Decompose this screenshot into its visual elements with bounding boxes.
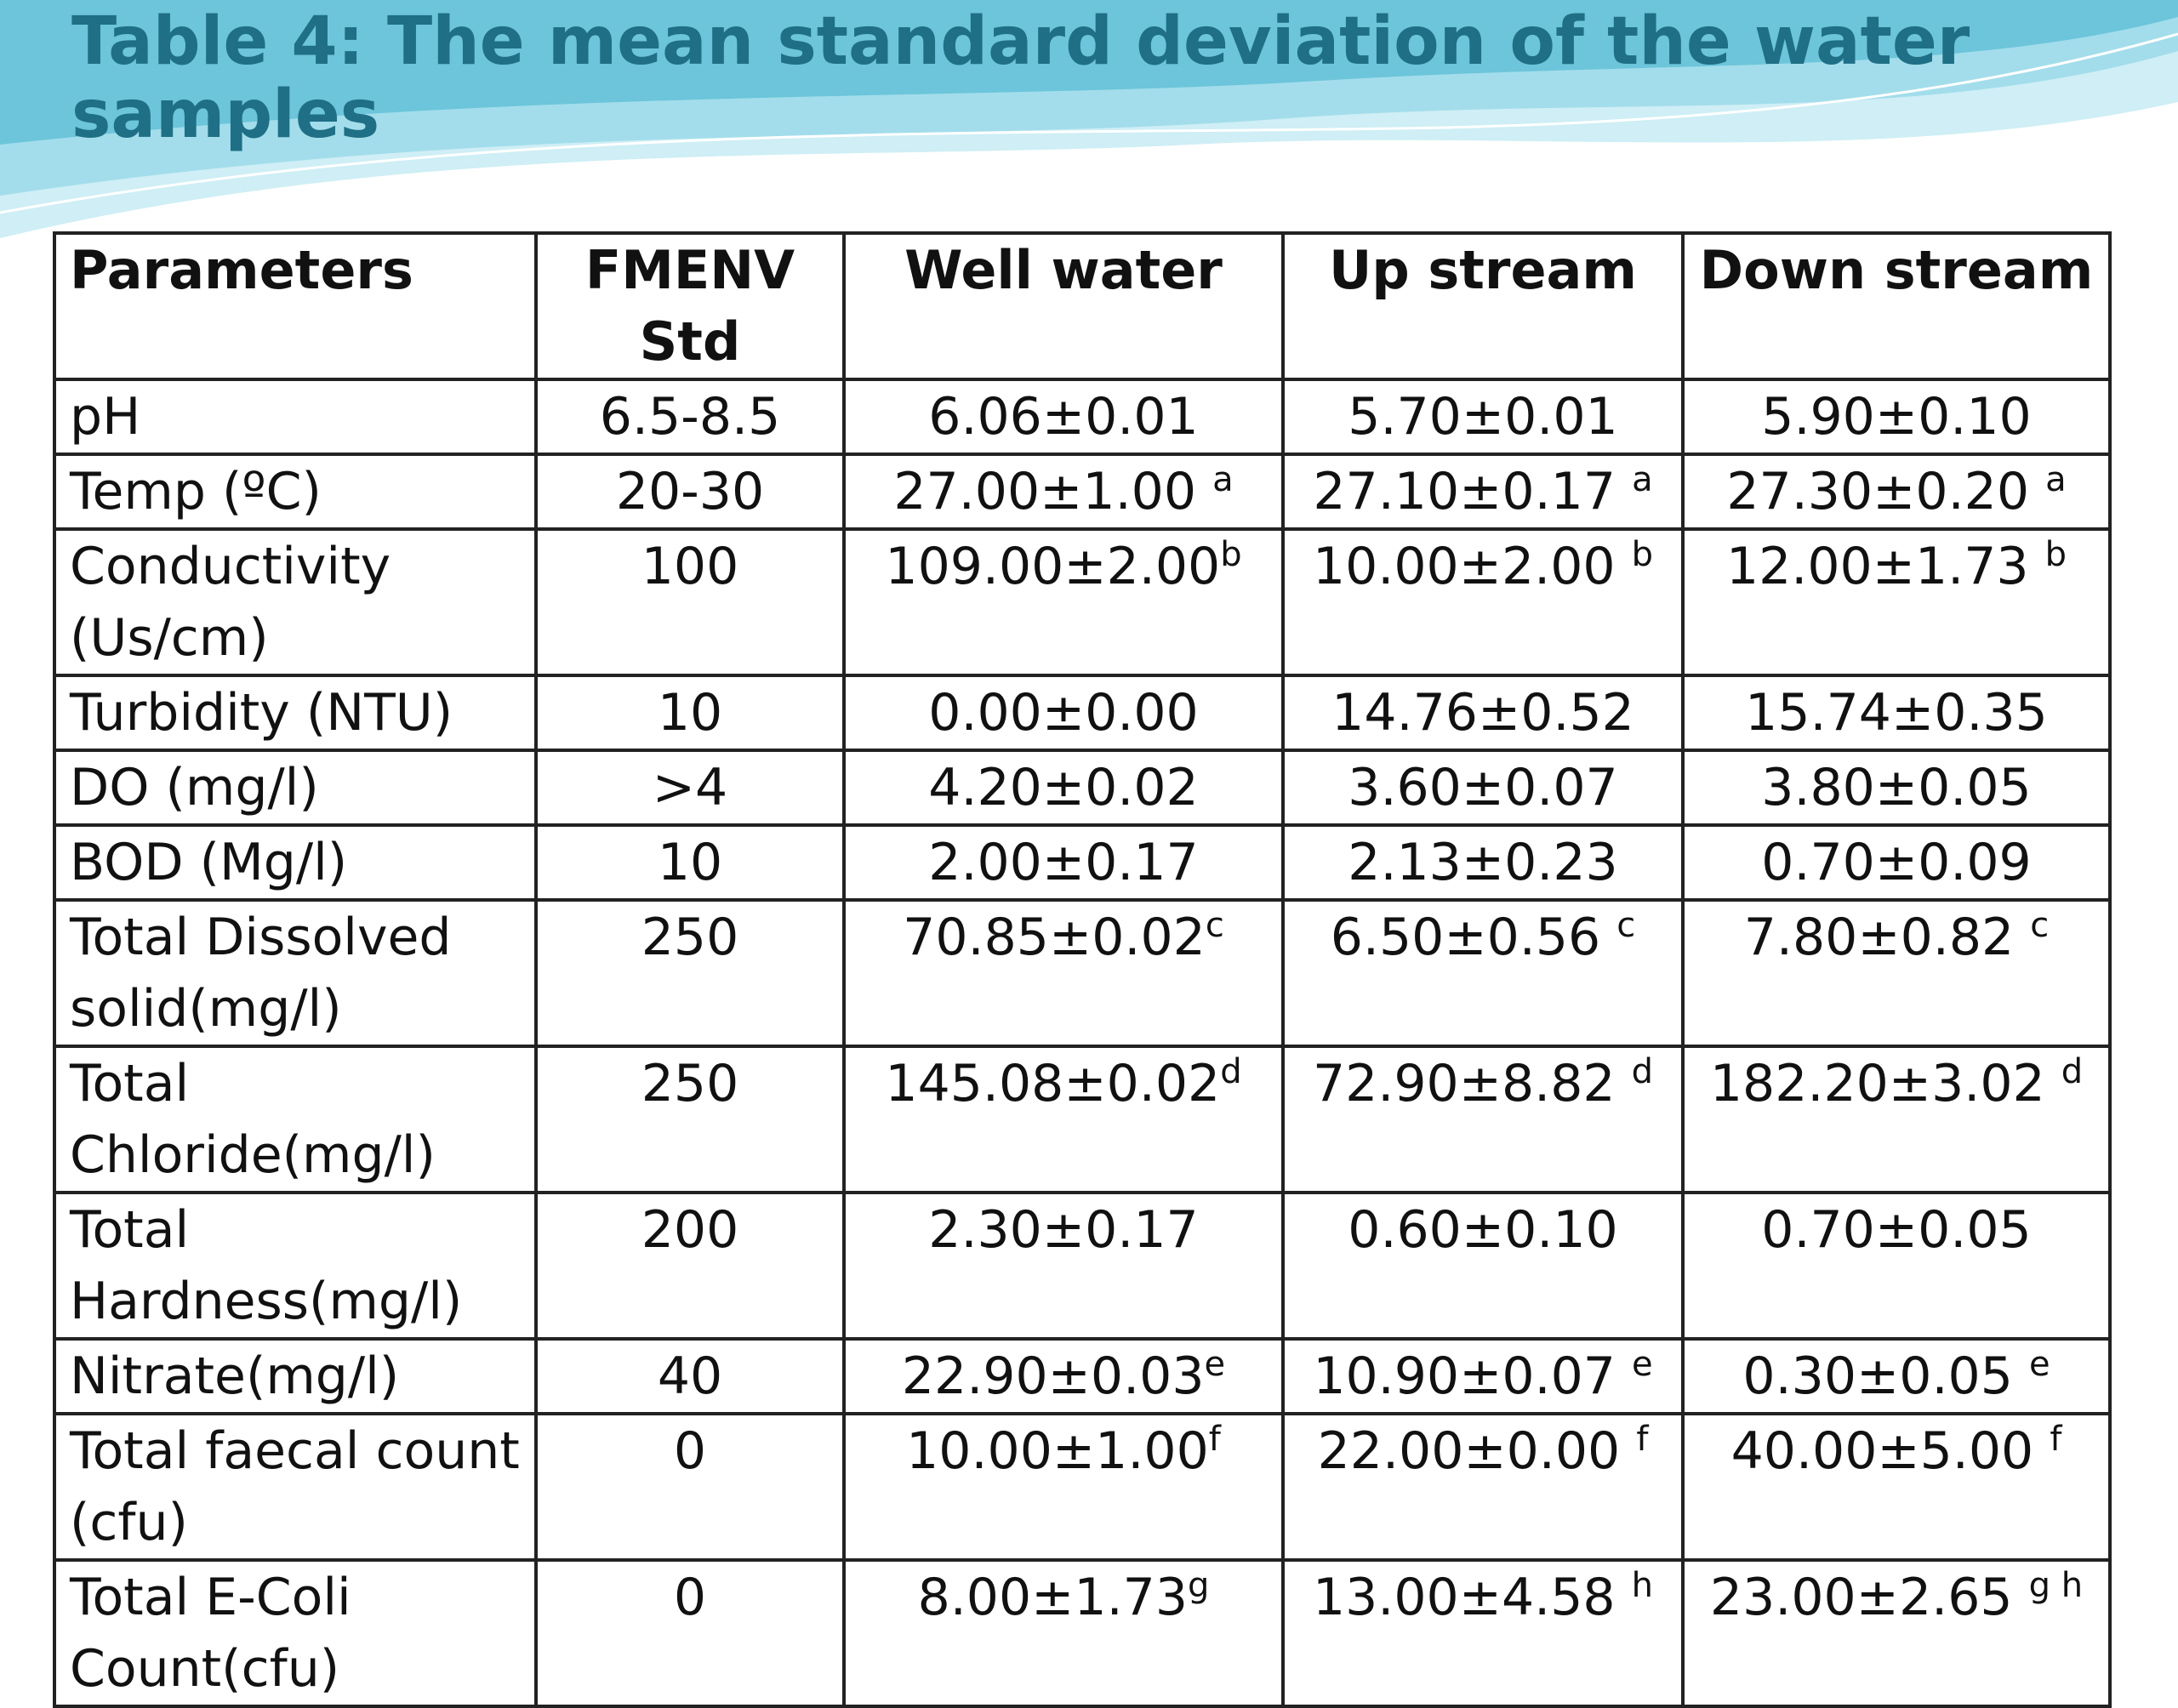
cell-parameter — [54, 825, 536, 900]
cell-well-water — [844, 825, 1283, 900]
cell-down-stream-value: 7.80±0.82 — [1743, 908, 2031, 967]
cell-up-stream — [1283, 1560, 1683, 1706]
cell-well-water-value: 70.85±0.02 — [903, 908, 1206, 967]
cell-parameter-value: BOD (Mg/l) — [70, 833, 348, 892]
cell-down-stream — [1683, 1339, 2110, 1414]
cell-fmenv-std-value: 250 — [641, 908, 739, 967]
table-row — [54, 1193, 2110, 1339]
cell-parameter-value: DO (mg/l) — [70, 758, 319, 817]
cell-parameter — [54, 1046, 536, 1193]
cell-fmenv-std-value: 0 — [673, 1421, 707, 1481]
cell-well-water — [844, 454, 1283, 529]
cell-well-water-superscript: d — [1220, 1052, 1242, 1091]
cell-fmenv-std-value: 6.5-8.5 — [599, 387, 781, 447]
cell-up-stream-superscript: a — [1632, 460, 1653, 499]
cell-fmenv-std-value: 200 — [641, 1200, 739, 1260]
cell-parameter — [54, 675, 536, 750]
cell-well-water-value: 22.90±0.03 — [901, 1346, 1205, 1406]
cell-parameter-value: Total Hardness(mg/l) — [70, 1200, 463, 1331]
cell-down-stream-value: 3.80±0.05 — [1761, 758, 2032, 817]
table-row — [54, 675, 2110, 750]
table-header-row — [54, 233, 2110, 379]
cell-fmenv-std — [536, 900, 844, 1046]
cell-down-stream — [1683, 454, 2110, 529]
cell-down-stream-value: 182.20±3.02 — [1709, 1054, 2061, 1113]
cell-fmenv-std — [536, 454, 844, 529]
cell-down-stream-value: 0.30±0.05 — [1742, 1346, 2029, 1406]
cell-parameter — [54, 1193, 536, 1339]
table-row — [54, 825, 2110, 900]
cell-fmenv-std — [536, 529, 844, 675]
cell-well-water-value: 6.06±0.01 — [928, 387, 1199, 447]
cell-parameter — [54, 379, 536, 454]
cell-parameter-value: Total faecal count (cfu) — [70, 1421, 520, 1552]
table-row — [54, 900, 2110, 1046]
cell-fmenv-std — [536, 750, 844, 825]
cell-up-stream-value: 3.60±0.07 — [1348, 758, 1618, 817]
cell-well-water — [844, 1560, 1283, 1706]
cell-down-stream-superscript: f — [2050, 1420, 2062, 1459]
cell-well-water — [844, 675, 1283, 750]
cell-parameter-value: Total Dissolved solid(mg/l) — [70, 908, 452, 1039]
cell-up-stream-superscript: d — [1631, 1052, 1654, 1091]
table-row — [54, 379, 2110, 454]
cell-down-stream-superscript: b — [2044, 535, 2067, 574]
cell-up-stream — [1283, 1193, 1683, 1339]
cell-down-stream — [1683, 1560, 2110, 1706]
cell-parameter — [54, 529, 536, 675]
cell-up-stream — [1283, 675, 1683, 750]
cell-down-stream — [1683, 529, 2110, 675]
cell-down-stream — [1683, 900, 2110, 1046]
cell-up-stream-value: 22.00±0.00 — [1317, 1421, 1637, 1481]
cell-parameter-value: Turbidity (NTU) — [70, 683, 453, 743]
cell-down-stream-superscript: e — [2028, 1345, 2050, 1384]
cell-fmenv-std — [536, 1414, 844, 1560]
cell-down-stream-superscript: a — [2045, 460, 2067, 499]
cell-up-stream-superscript: h — [1631, 1566, 1654, 1605]
cell-down-stream — [1683, 750, 2110, 825]
cell-up-stream — [1283, 379, 1683, 454]
cell-fmenv-std — [536, 825, 844, 900]
cell-fmenv-std — [536, 1560, 844, 1706]
cell-well-water — [844, 1046, 1283, 1193]
cell-parameter — [54, 1414, 536, 1560]
cell-up-stream-superscript: b — [1631, 535, 1654, 574]
table-row — [54, 750, 2110, 825]
cell-up-stream-value: 10.00±2.00 — [1312, 537, 1632, 596]
cell-well-water — [844, 529, 1283, 675]
cell-well-water-superscript: e — [1204, 1345, 1226, 1384]
table-body — [54, 379, 2110, 1706]
table-row — [54, 1560, 2110, 1706]
water-samples-table — [53, 231, 2112, 1708]
cell-down-stream-superscript: g h — [2028, 1566, 2084, 1605]
cell-well-water-value: 10.00±1.00 — [906, 1421, 1209, 1481]
cell-down-stream-value: 0.70±0.09 — [1761, 833, 2032, 892]
cell-up-stream-value: 13.00±4.58 — [1312, 1568, 1632, 1627]
cell-up-stream-value: 0.60±0.10 — [1348, 1200, 1618, 1260]
cell-well-water — [844, 1414, 1283, 1560]
cell-up-stream-value: 5.70±0.01 — [1348, 387, 1618, 447]
cell-well-water-value: 27.00±1.00 — [893, 462, 1213, 521]
cell-up-stream — [1283, 454, 1683, 529]
header-well-water: Well water — [844, 233, 1283, 379]
cell-well-water-value: 2.00±0.17 — [928, 833, 1199, 892]
cell-well-water-value: 8.00±1.73 — [917, 1568, 1189, 1627]
cell-parameter — [54, 1560, 536, 1706]
slide-title: Table 4: The mean standard deviation of the water samples — [71, 3, 1970, 153]
cell-up-stream-superscript: e — [1632, 1345, 1653, 1384]
header-up-stream: Up stream — [1283, 233, 1683, 379]
cell-up-stream — [1283, 529, 1683, 675]
cell-down-stream-value: 12.00±1.73 — [1725, 537, 2045, 596]
cell-fmenv-std — [536, 1339, 844, 1414]
cell-up-stream — [1283, 1046, 1683, 1193]
cell-parameter — [54, 1339, 536, 1414]
cell-down-stream — [1683, 1414, 2110, 1560]
cell-well-water-value: 0.00±0.00 — [928, 683, 1199, 743]
cell-fmenv-std-value: 0 — [673, 1568, 707, 1627]
cell-up-stream — [1283, 900, 1683, 1046]
cell-down-stream-value: 0.70±0.05 — [1761, 1200, 2032, 1260]
cell-up-stream-superscript: f — [1636, 1420, 1649, 1459]
cell-well-water — [844, 379, 1283, 454]
cell-down-stream-value: 5.90±0.10 — [1761, 387, 2032, 447]
cell-up-stream-superscript: c — [1616, 906, 1636, 945]
cell-fmenv-std-value: >4 — [652, 758, 728, 817]
cell-parameter — [54, 750, 536, 825]
cell-down-stream — [1683, 1193, 2110, 1339]
cell-down-stream — [1683, 379, 2110, 454]
cell-fmenv-std-value: 20-30 — [615, 462, 765, 521]
cell-well-water-superscript: g — [1188, 1566, 1210, 1605]
cell-down-stream-value: 15.74±0.35 — [1745, 683, 2048, 743]
cell-well-water-superscript: f — [1208, 1420, 1221, 1459]
header-parameters: Parameters — [54, 233, 536, 379]
cell-down-stream-superscript: c — [2030, 906, 2050, 945]
table-row — [54, 529, 2110, 675]
cell-parameter-value: Total Chloride(mg/l) — [70, 1054, 436, 1185]
cell-down-stream — [1683, 1046, 2110, 1193]
cell-well-water-value: 109.00±2.00 — [885, 537, 1221, 596]
cell-up-stream-value: 72.90±8.82 — [1312, 1054, 1632, 1113]
cell-down-stream-value: 40.00±5.00 — [1730, 1421, 2050, 1481]
cell-parameter-value: Total E-Coli Count(cfu) — [70, 1568, 351, 1699]
cell-fmenv-std — [536, 1046, 844, 1193]
cell-down-stream-value: 27.30±0.20 — [1726, 462, 2046, 521]
table-row — [54, 1339, 2110, 1414]
cell-parameter-value: pH — [70, 387, 141, 447]
cell-parameter-value: Nitrate(mg/l) — [70, 1346, 400, 1406]
cell-up-stream — [1283, 825, 1683, 900]
cell-fmenv-std-value: 10 — [657, 833, 723, 892]
cell-well-water-value: 2.30±0.17 — [928, 1200, 1199, 1260]
cell-well-water-value: 4.20±0.02 — [928, 758, 1199, 817]
cell-parameter — [54, 900, 536, 1046]
cell-up-stream-value: 2.13±0.23 — [1348, 833, 1618, 892]
cell-fmenv-std-value: 40 — [657, 1346, 723, 1406]
cell-down-stream-superscript: d — [2061, 1052, 2084, 1091]
cell-parameter-value: Conductivity (Us/cm) — [70, 537, 391, 668]
cell-fmenv-std — [536, 1193, 844, 1339]
header-fmenv-std: FMENV Std — [536, 233, 844, 379]
cell-well-water — [844, 1339, 1283, 1414]
table-row — [54, 1046, 2110, 1193]
cell-up-stream-value: 27.10±0.17 — [1313, 462, 1633, 521]
cell-down-stream-value: 23.00±2.65 — [1709, 1568, 2029, 1627]
cell-fmenv-std — [536, 379, 844, 454]
cell-well-water — [844, 750, 1283, 825]
cell-fmenv-std-value: 10 — [657, 683, 723, 743]
cell-well-water — [844, 900, 1283, 1046]
cell-well-water — [844, 1193, 1283, 1339]
cell-up-stream-value: 10.90±0.07 — [1313, 1346, 1633, 1406]
cell-well-water-value: 145.08±0.02 — [885, 1054, 1221, 1113]
cell-down-stream — [1683, 825, 2110, 900]
table-row — [54, 454, 2110, 529]
cell-well-water-superscript: a — [1212, 460, 1234, 499]
header-down-stream: Down stream — [1683, 233, 2110, 379]
cell-well-water-superscript: c — [1205, 906, 1224, 945]
cell-down-stream — [1683, 675, 2110, 750]
cell-up-stream — [1283, 750, 1683, 825]
cell-parameter-value: Temp (ºC) — [70, 462, 322, 521]
cell-fmenv-std-value: 250 — [641, 1054, 739, 1113]
cell-up-stream — [1283, 1414, 1683, 1560]
cell-fmenv-std-value: 100 — [641, 537, 739, 596]
cell-parameter — [54, 454, 536, 529]
cell-well-water-superscript: b — [1220, 535, 1242, 574]
cell-up-stream-value: 14.76±0.52 — [1331, 683, 1634, 743]
table-row — [54, 1414, 2110, 1560]
cell-up-stream — [1283, 1339, 1683, 1414]
cell-up-stream-value: 6.50±0.56 — [1330, 908, 1617, 967]
cell-fmenv-std — [536, 675, 844, 750]
